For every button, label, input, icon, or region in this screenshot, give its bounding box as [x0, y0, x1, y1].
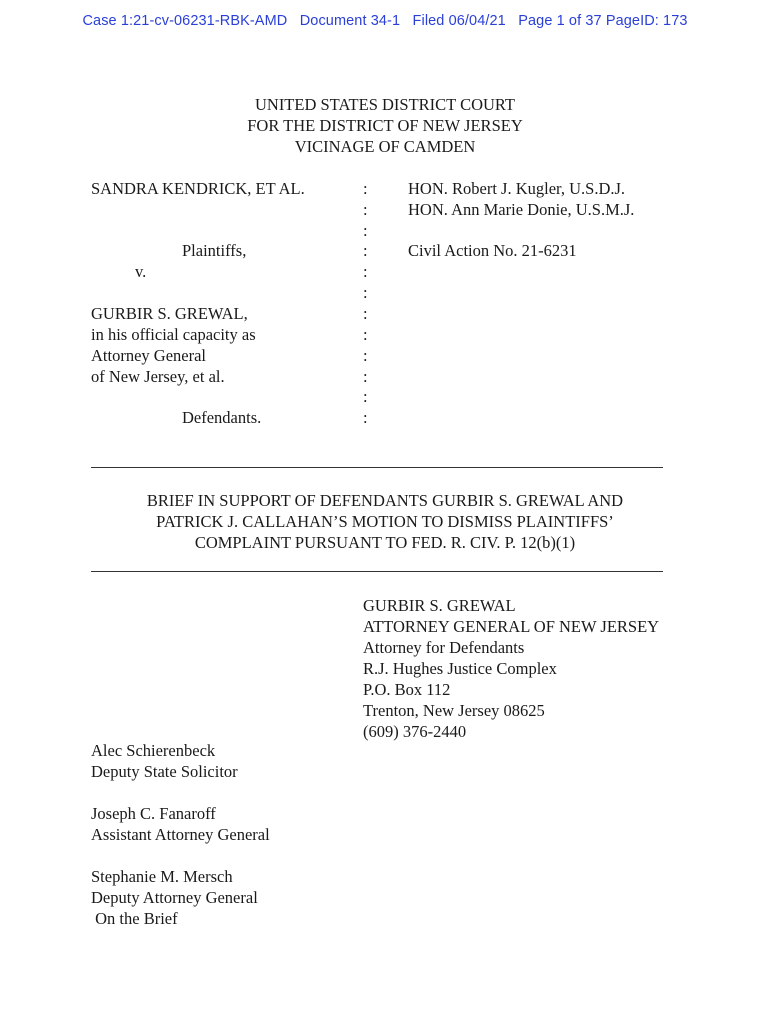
caption-colon: : — [363, 325, 368, 344]
counsel-po-box: P.O. Box 112 — [363, 680, 451, 699]
brief-attorney — [91, 866, 258, 929]
attorney-name: Joseph C. Fanaroff — [91, 804, 216, 823]
attorney-title: Assistant Attorney General — [91, 825, 270, 844]
court-district: FOR THE DISTRICT OF NEW JERSEY — [247, 116, 523, 135]
divider-top — [91, 467, 663, 468]
attorney-title: Deputy State Solicitor — [91, 762, 238, 781]
attorney-title: Deputy Attorney General — [91, 888, 258, 907]
plaintiffs-label: Plaintiffs, — [182, 241, 247, 260]
attorney-name: Alec Schierenbeck — [91, 741, 216, 760]
ecf-header — [0, 13, 770, 29]
brief-attorney — [91, 803, 270, 845]
brief-title-line: COMPLAINT PURSUANT TO FED. R. CIV. P. 12(b)(1) — [194, 533, 576, 552]
counsel-phone: (609) 376-2440 — [363, 722, 467, 741]
document-number: Document 34-1 — [299, 13, 401, 29]
counsel-city: Trenton, New Jersey 08625 — [363, 701, 545, 720]
brief-title-line: BRIEF IN SUPPORT OF DEFENDANTS GURBIR S. GREWAL AND — [146, 491, 624, 510]
brief-title-line: PATRICK J. CALLAHAN’S MOTION TO DISMISS PLAINTIFFS’ — [156, 512, 614, 531]
caption-colon: : — [363, 346, 368, 365]
caption-colon: : — [363, 367, 368, 386]
on-the-brief-note: On the Brief — [91, 909, 178, 928]
plaintiff-name: SANDRA KENDRICK, ET AL. — [91, 179, 305, 198]
case-number: Case 1:21-cv-06231-RBK-AMD — [82, 13, 288, 29]
caption-colon: : — [363, 200, 368, 219]
caption-colon: : — [363, 241, 368, 260]
caption-colon: : — [363, 221, 368, 240]
court-vicinage: VICINAGE OF CAMDEN — [294, 137, 476, 156]
defendant-line: in his official capacity as — [91, 325, 256, 344]
judge-district: HON. Robert J. Kugler, U.S.D.J. — [408, 179, 626, 198]
court-heading — [0, 94, 770, 157]
attorney-name: Stephanie M. Mersch — [91, 867, 233, 886]
divider-bottom — [91, 571, 663, 572]
page-number: Page 1 of 37 — [518, 13, 602, 29]
counsel-office: ATTORNEY GENERAL OF NEW JERSEY — [363, 617, 660, 636]
court-name: UNITED STATES DISTRICT COURT — [254, 95, 515, 114]
brief-attorney — [91, 740, 238, 782]
defendant-line: of New Jersey, et al. — [91, 367, 225, 386]
filed-date: Filed 06/04/21 — [412, 13, 506, 29]
caption-colon: : — [363, 179, 368, 198]
counsel-building: R.J. Hughes Justice Complex — [363, 659, 557, 678]
versus-label: v. — [135, 262, 147, 281]
judge-magistrate: HON. Ann Marie Donie, U.S.M.J. — [408, 200, 635, 219]
defendants-label: Defendants. — [182, 408, 262, 427]
counsel-block — [363, 595, 659, 742]
defendant-line: Attorney General — [91, 346, 206, 365]
defendant-line: GURBIR S. GREWAL, — [91, 304, 248, 323]
counsel-name: GURBIR S. GREWAL — [363, 596, 516, 615]
brief-title — [0, 490, 770, 553]
counsel-role: Attorney for Defendants — [363, 638, 525, 657]
caption-colon: : — [363, 387, 368, 406]
caption-colon: : — [363, 408, 368, 427]
caption-colon: : — [363, 262, 368, 281]
caption-colon: : — [363, 304, 368, 323]
caption-colon: : — [363, 283, 368, 302]
civil-action-number: Civil Action No. 21-6231 — [408, 241, 577, 260]
page-id: PageID: 173 — [605, 13, 688, 29]
